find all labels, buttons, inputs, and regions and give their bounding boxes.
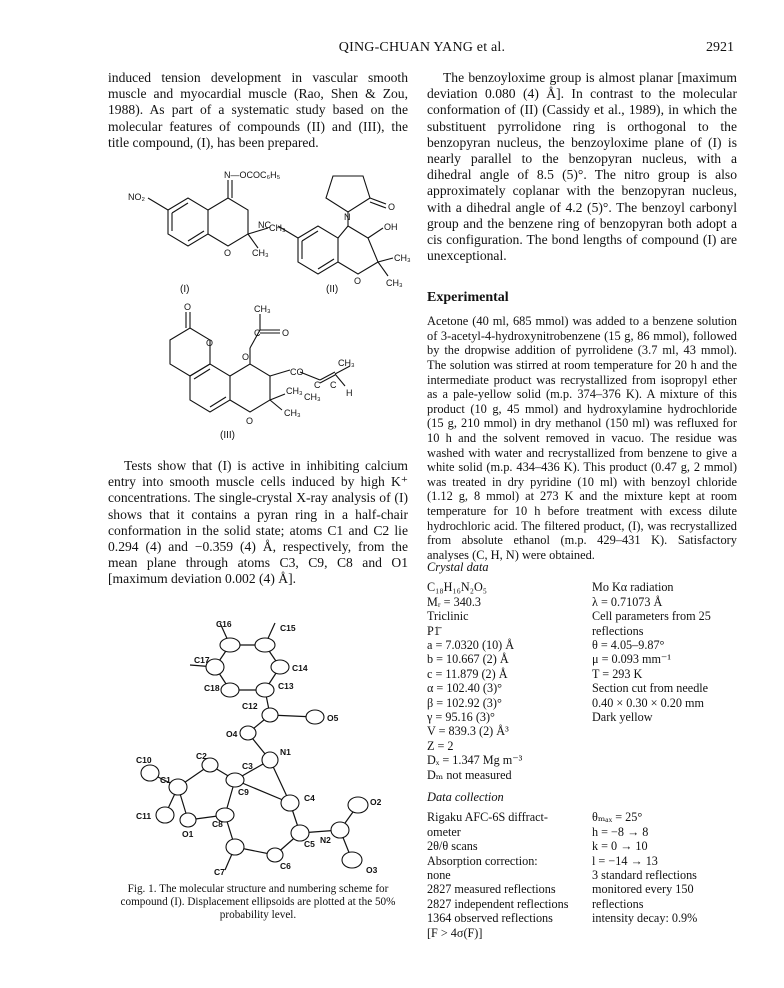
svg-text:O: O xyxy=(388,202,396,212)
crystal-data-right: Mo Kα radiation λ = 0.71073 Å Cell parameters from 25 reflections θ = 4.05–9.87° μ = 0.093 mm⁻¹ T = 293 K Section cut from needle 0.40 × 0.30 × 0.20 mm Dark yellow xyxy=(592,580,711,725)
svg-text:C9: C9 xyxy=(238,787,249,797)
struct-i-benzene xyxy=(168,198,208,246)
svg-text:OH: OH xyxy=(384,222,398,232)
svg-text:O: O xyxy=(206,338,214,348)
svg-text:C2: C2 xyxy=(196,751,207,761)
intro-paragraph: induced tension development in vascular smooth muscle and myocardial muscle (Rao, Shen & Zou, 1988). As part of a systematic study based on the molecular features of compounds (II) and (III), the title compound, (I), has been prepared. xyxy=(108,70,408,150)
experimental-text: Acetone (40 ml, 685 mmol) was added to a benzene solution of 3-acetyl-4-hydroxynitrobenzene (15 g, 86 mmol), followed by the dropwise addition of pyrrolidene (3.7 ml, 43 mmol). The solution was stirred at room temperature for 20 h and the intermediate product was recrystallized from isopropyl ether as a pale-yellow solid (m.p. 374–376 K). A mixture of this product (10 g, 45 mmol) and hydroxylamine hydrochloride (15 g, 210 mmol) in dry methanol (150 ml) was refluxed for 10 h and the solvent removed in vacuo. The residue was washed with water and recrystallized from benzene to give a white solid (m.p. 434–436 K). This product (0.47 g, 2 mmol) was treated in dry pyridine (10 ml) with benzoyl chloride (1.12 g, 8 mmol) at 273 K and the mixture kept at room temperature for 10 h before treatment with excess dilute hydrochloric acid. The filtered product, (I), was recrystallized from absolute ethanol (m.p. 429–431 K). Satisfactory analyses (C, H, N) were obtained. xyxy=(427,314,737,562)
svg-text:N1: N1 xyxy=(280,747,291,757)
svg-text:O2: O2 xyxy=(370,797,382,807)
svg-text:CH₃: CH₃ xyxy=(338,358,355,368)
svg-text:C: C xyxy=(330,380,337,390)
svg-text:CH₃: CH₃ xyxy=(304,392,321,402)
struct-iii-label: (III) xyxy=(220,430,235,441)
left-intro xyxy=(108,70,408,151)
right-column-text xyxy=(427,70,737,264)
struct-ii-pyrrolidone xyxy=(326,176,370,212)
svg-text:O4: O4 xyxy=(226,729,238,739)
data-collection-right: θₘₐₓ = 25° h = −8 → 8 k = 0 → 10 l = −14 → 13 3 standard reflections monitored every 150 reflections intensity decay: 0.9% xyxy=(592,810,698,926)
svg-text:C17: C17 xyxy=(194,655,210,665)
svg-text:CH₃: CH₃ xyxy=(269,223,286,233)
svg-text:C16: C16 xyxy=(216,619,232,629)
svg-text:N2: N2 xyxy=(320,835,331,845)
svg-text:CH₃: CH₃ xyxy=(394,253,411,263)
svg-text:CO: CO xyxy=(290,367,304,377)
svg-text:O5: O5 xyxy=(327,713,339,723)
figure-caption: Fig. 1. The molecular structure and numbering scheme for compound (I). Displacement ellipsoids are plotted at the 50% probability level. xyxy=(120,883,396,922)
svg-text:CH₃: CH₃ xyxy=(284,408,301,418)
page-number: 2921 xyxy=(706,40,734,55)
svg-text:O: O xyxy=(224,248,232,258)
crystal-data-left: C₁₈H₁₆N₂O₅ Mᵣ = 340.3 Triclinic P1̄ a = 7.0320 (10) Å b = 10.667 (2) Å c = 11.879 (2) Å α = 102.40 (3)° β = 102.92 (3)° γ = 95.16 (3)° V = 839.3 (2) Å³ Z = 2 Dₓ = 1.347 Mg m⁻³ Dₘ not measured xyxy=(427,580,523,782)
svg-text:C4: C4 xyxy=(304,793,315,803)
struct-iii-lactone xyxy=(170,328,210,376)
svg-text:N: N xyxy=(344,212,351,222)
struct-ii-label: (II) xyxy=(326,284,339,295)
crystal-data-heading: Crystal data xyxy=(427,560,489,574)
svg-text:C10: C10 xyxy=(136,755,152,765)
svg-text:C8: C8 xyxy=(212,819,223,829)
svg-text:NO₂: NO₂ xyxy=(128,192,145,202)
svg-text:CH₃: CH₃ xyxy=(254,304,271,314)
svg-text:O: O xyxy=(242,352,250,362)
svg-text:C: C xyxy=(254,328,261,338)
svg-text:NC: NC xyxy=(258,220,271,230)
svg-text:H: H xyxy=(346,388,353,398)
svg-text:C6: C6 xyxy=(280,861,291,871)
svg-text:CH₃: CH₃ xyxy=(252,248,269,258)
svg-text:CH₃: CH₃ xyxy=(386,278,403,288)
svg-text:O: O xyxy=(282,328,290,338)
page-header xyxy=(110,40,734,60)
structure-iii xyxy=(150,300,370,440)
running-title: QING-CHUAN YANG et al. xyxy=(338,40,506,55)
svg-text:C1: C1 xyxy=(160,775,171,785)
svg-text:O3: O3 xyxy=(366,865,378,875)
svg-text:O: O xyxy=(354,276,362,286)
svg-text:C18: C18 xyxy=(204,683,220,693)
crystal-data-block xyxy=(427,560,737,790)
data-collection-heading: Data collection xyxy=(427,790,504,804)
svg-text:O: O xyxy=(184,302,192,312)
svg-text:C3: C3 xyxy=(242,761,253,771)
struct-i-label: (I) xyxy=(180,284,190,295)
discussion-paragraph: The benzoyloxime group is almost planar [maximum deviation 0.080 (4) Å]. In contrast to the molecular conformation of (II) (Cassidy et al., 1989), in which the substituent pyrrolidone ring is orthogonal to the benzopyran nucleus, the benzoyloxime plane of (I) is nearly parallel to the benzopyran nucleus, with a dihedral angle of 8.5 (5)°. The nitro group is also approximately coplanar with the benzopyran nucleus, with a dihedral angle of 4.2 (5)°. The benzoyl carbonyl group and the benzene ring of benzopyran both adopt a cis configuration. The bond lengths of compound (I) are unexceptional. xyxy=(427,70,737,264)
svg-text:C11: C11 xyxy=(136,811,152,821)
data-collection-left: Rigaku AFC-6S diffract- ometer 2θ/θ scans Absorption correction: none 2827 measured reflections 2827 independent reflections 1364 observed reflections [F > 4σ(F)] xyxy=(427,810,569,940)
svg-text:C14: C14 xyxy=(292,663,308,673)
structures-i-ii xyxy=(108,168,411,298)
svg-text:C5: C5 xyxy=(304,839,315,849)
data-collection-block xyxy=(427,790,737,950)
experimental-section xyxy=(427,290,737,562)
left-body xyxy=(108,458,408,588)
svg-text:C: C xyxy=(314,380,321,390)
svg-text:CH₃: CH₃ xyxy=(286,386,303,396)
svg-text:C12: C12 xyxy=(242,701,258,711)
experimental-heading: Experimental xyxy=(427,290,509,305)
svg-text:C15: C15 xyxy=(280,623,296,633)
ortep-figure xyxy=(130,605,400,880)
svg-text:O1: O1 xyxy=(182,829,194,839)
svg-text:C7: C7 xyxy=(214,867,225,877)
struct-ii-benzene xyxy=(298,226,338,274)
struct-iii-benzene xyxy=(190,364,230,412)
svg-text:C13: C13 xyxy=(278,681,294,691)
struct-i-noxime: N—OCOC₆H₅ xyxy=(224,170,281,180)
svg-text:O: O xyxy=(246,416,254,426)
body-paragraph: Tests show that (I) is active in inhibiting calcium entry into smooth muscle cells induced by high K⁺ concentrations. The single-crystal X-ray analysis of (I) shows that it contains a pyran ring in a half-chair conformation in the solid state; atoms C1 and C2 lie 0.294 (4) and −0.359 (4) Å, respectively, from the mean plane through atoms C3, C9, C8 and O1 [maximum deviation 0.002 (4) Å]. xyxy=(108,458,408,587)
